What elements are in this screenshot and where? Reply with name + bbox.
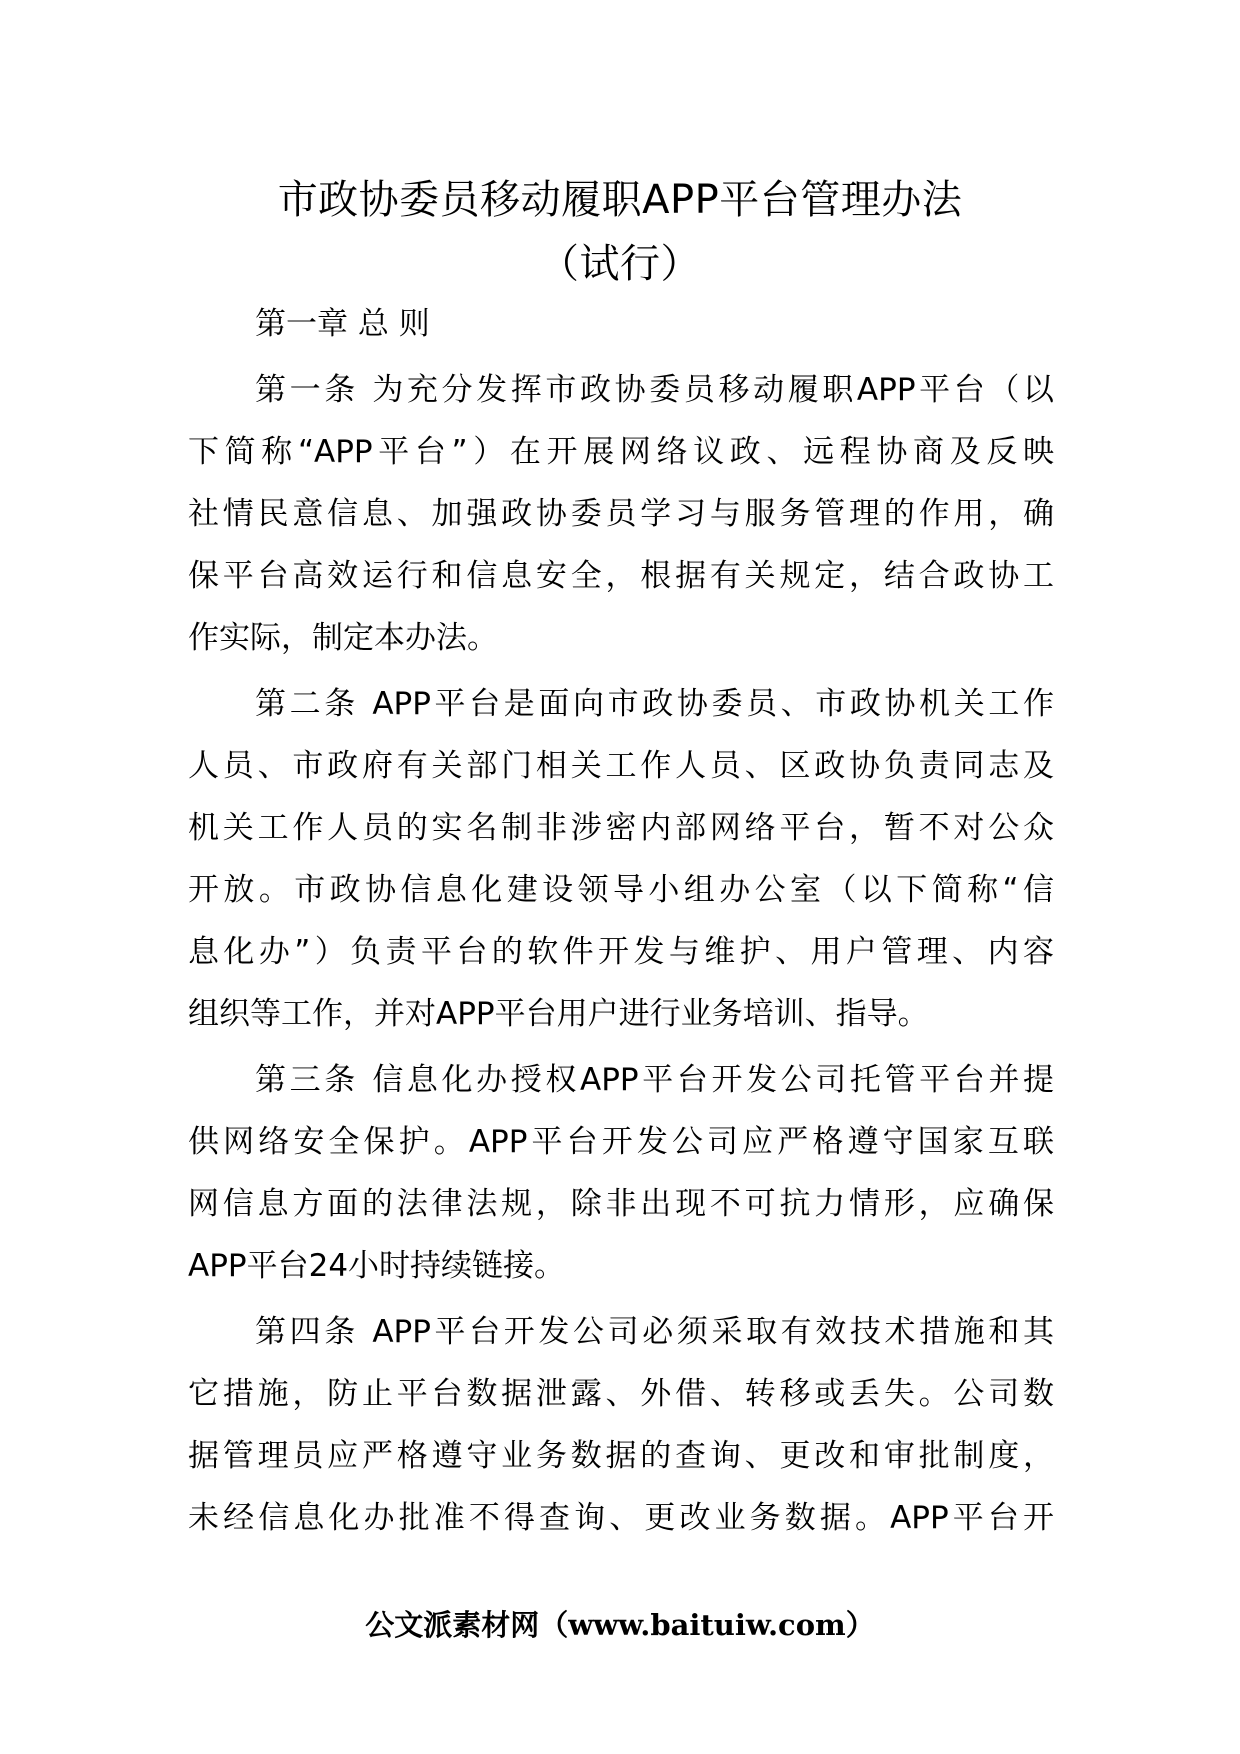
article-1-line: 下简称“APP平台”）在开展网络议政、远程协商及反映 bbox=[188, 434, 1054, 470]
article-2-line: 机关工作人员的实名制非涉密内部网络平台，暂不对公众 bbox=[188, 810, 1054, 846]
article-3-line: 网信息方面的法律法规，除非出现不可抗力情形，应确保 bbox=[188, 1186, 1054, 1222]
document-subtitle: （试行） bbox=[539, 241, 701, 287]
article-4-line: 第四条 APP平台开发公司必须采取有效技术措施和其 bbox=[255, 1314, 1054, 1350]
article-2-line: 开放。市政协信息化建设领导小组办公室（以下简称“信 bbox=[188, 872, 1054, 908]
article-3-line: 第三条 信息化办授权APP平台开发公司托管平台并提 bbox=[255, 1062, 1054, 1098]
article-4-line: 未经信息化办批准不得查询、更改业务数据。APP平台开 bbox=[188, 1500, 1054, 1536]
article-4-line: 它措施，防止平台数据泄露、外借、转移或丢失。公司数 bbox=[188, 1376, 1054, 1412]
article-2-line: 组织等工作，并对APP平台用户进行业务培训、指导。 bbox=[188, 996, 929, 1032]
article-1-line: 作实际，制定本办法。 bbox=[188, 620, 498, 656]
article-1-line: 第一条 为充分发挥市政协委员移动履职APP平台（以 bbox=[255, 372, 1054, 408]
article-2-line: 人员、市政府有关部门相关工作人员、区政协负责同志及 bbox=[188, 748, 1054, 784]
article-3-line: 供网络安全保护。APP平台开发公司应严格遵守国家互联 bbox=[188, 1124, 1054, 1160]
document-title: 市政协委员移动履职APP平台管理办法 bbox=[277, 177, 963, 223]
article-2-line: 第二条 APP平台是面向市政协委员、市政协机关工作 bbox=[255, 686, 1054, 722]
footer-watermark: 公文派素材网（www.baituiw.com） bbox=[365, 1608, 875, 1642]
chapter-heading: 第一章 总 则 bbox=[255, 306, 430, 342]
article-1-line: 保平台高效运行和信息安全，根据有关规定，结合政协工 bbox=[188, 558, 1054, 594]
article-4-line: 据管理员应严格遵守业务数据的查询、更改和审批制度， bbox=[188, 1438, 1054, 1474]
article-3-line: APP平台24小时持续链接。 bbox=[188, 1248, 566, 1284]
article-1-line: 社情民意信息、加强政协委员学习与服务管理的作用，确 bbox=[188, 496, 1054, 532]
article-2-line: 息化办”）负责平台的软件开发与维护、用户管理、内容 bbox=[188, 934, 1054, 970]
